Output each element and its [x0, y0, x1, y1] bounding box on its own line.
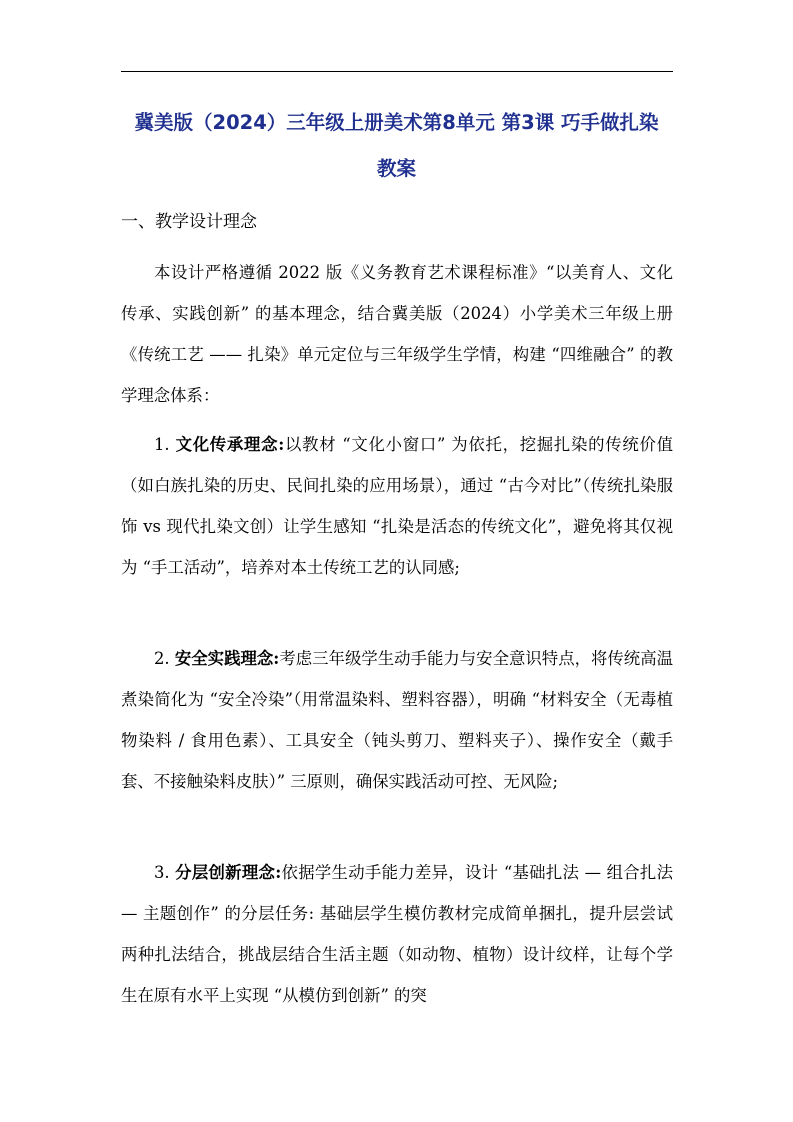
concept-item-culture	[121, 424, 673, 588]
item-body: 考虑三年级学生动手能力与安全意识特点，将传统高温煮染简化为 “安全冷染”（用常温染料、塑料容器），明确 “材料安全（无毒植物染料 / 食用色素）、工具安全（钝头剪刀、塑料夹子）、操作安全（戴手套、不接触染料皮肤）” 三原则，确保实践活动可控、无风险;	[121, 649, 673, 791]
item-number: 2.	[154, 649, 170, 668]
item-lead: 安全实践理念:	[174, 649, 280, 668]
document-title: 冀美版（2024）三年级上册美术第8单元 第3课 巧手做扎染 教案	[134, 111, 659, 180]
concept-item-innovation	[121, 852, 673, 1016]
header-rule	[121, 71, 673, 72]
item-body: 依据学生动手能力差异，设计 “基础扎法 — 组合扎法 — 主题创作” 的分层任务: 基础层学生模仿教材完成简单捆扎，提升层尝试两种扎法结合，挑战层结合生活主题（如动物、植物）设计纹样，让每个学生在原有水平上实现 “从模仿到创新” 的突	[121, 863, 673, 1005]
intro-paragraph: 本设计严格遵循 2022 版《义务教育艺术课程标准》“以美育人、文化传承、实践创新” 的基本理念，结合冀美版（2024）小学美术三年级上册《传统工艺 —— 扎染》单元定位与三年级学生学情，构建 “四维融合” 的教学理念体系：	[121, 263, 673, 405]
item-body: 以教材 “文化小窗口” 为依托，挖掘扎染的传统价值（如白族扎染的历史、民间扎染的应用场景），通过 “古今对比”（传统扎染服饰 vs 现代扎染文创）让学生感知 “扎染是活态的传统文化”，避免将其仅视为 “手工活动”，培养对本土传统工艺的认同感;	[121, 435, 673, 577]
concept-item-safety	[121, 638, 673, 802]
item-lead: 文化传承理念:	[175, 435, 285, 454]
section-heading: 一、教学设计理念	[121, 212, 257, 232]
item-number: 1.	[154, 435, 170, 454]
item-number: 3.	[154, 863, 170, 882]
item-lead: 分层创新理念:	[175, 863, 282, 882]
